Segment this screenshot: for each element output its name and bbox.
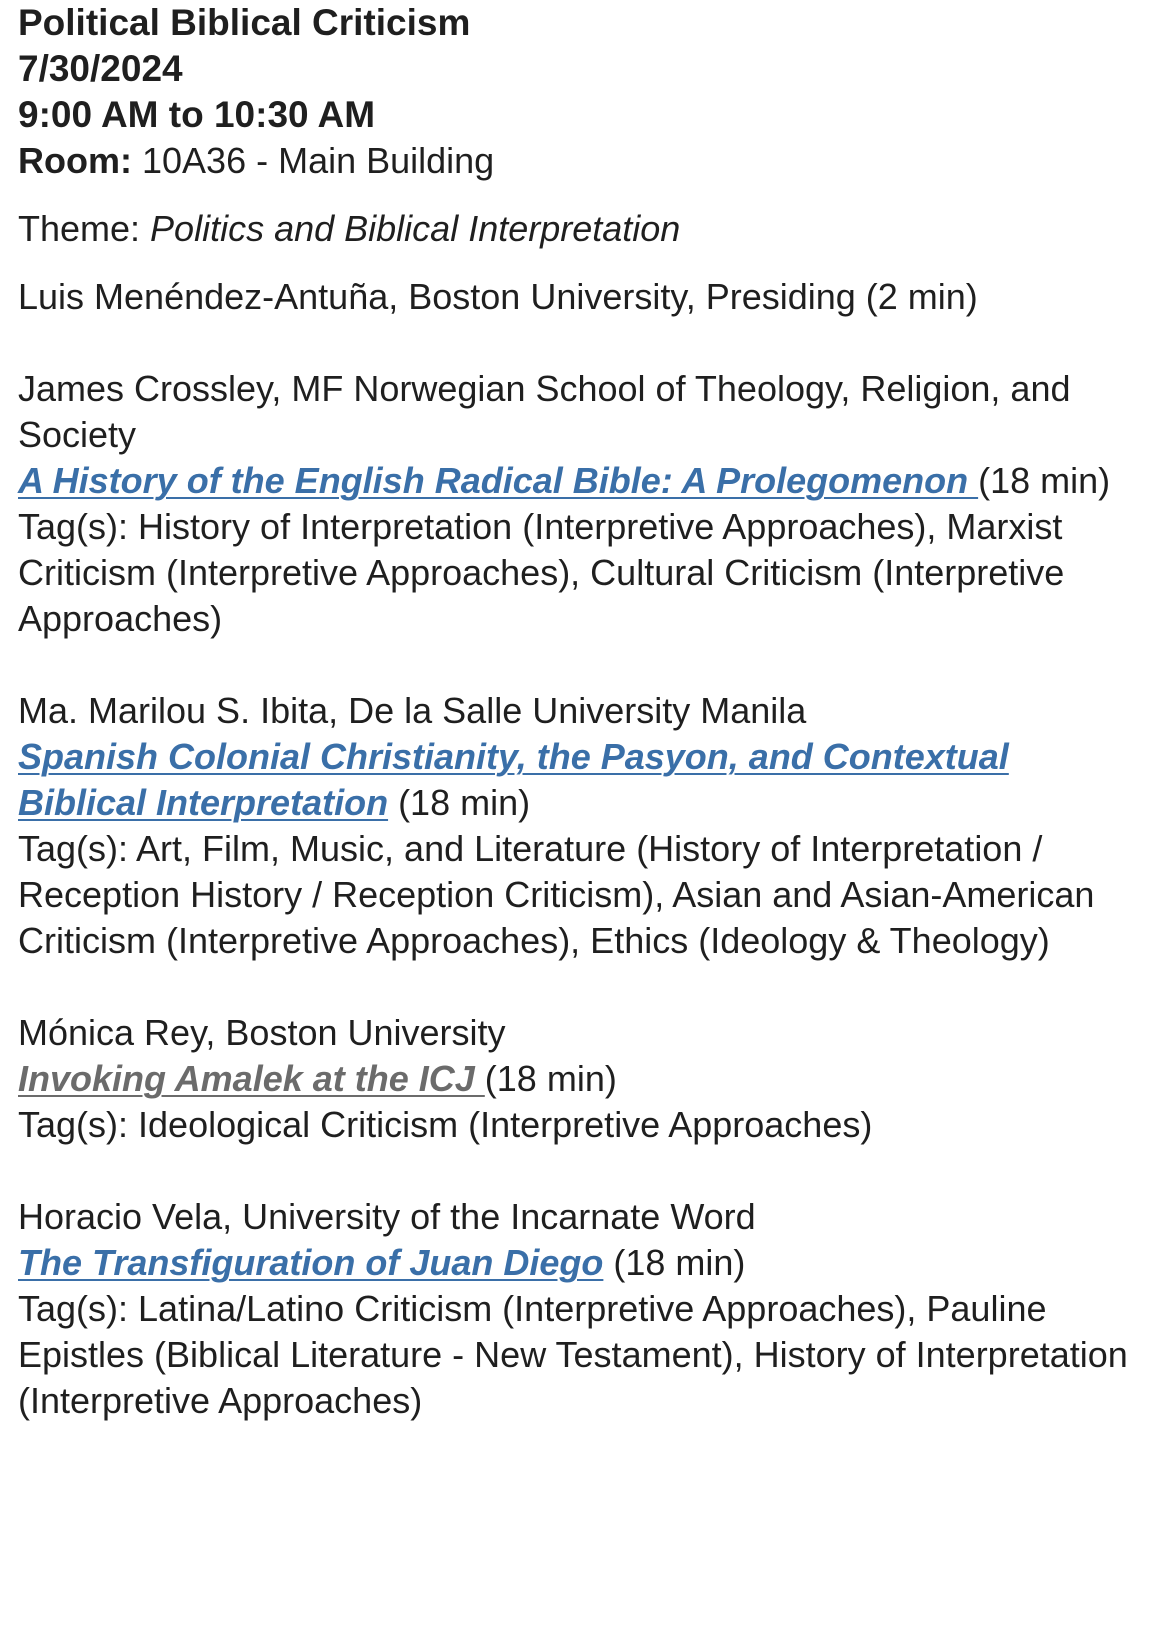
tags-value: Ideological Criticism (Interpretive Approaches): [138, 1104, 873, 1145]
paper-duration: (18 min): [978, 460, 1111, 501]
paper-tags: [18, 1102, 1128, 1148]
tags-value: Latina/Latino Criticism (Interpretive Approaches), Pauline Epistles (Biblical Literature - New Testament), History of Interpretation (Interpretive Approaches): [18, 1288, 1128, 1421]
paper-duration: (18 min): [603, 1242, 746, 1283]
paper-speaker: Ma. Marilou S. Ibita, De la Salle University Manila: [18, 690, 807, 731]
paper-speaker: Mónica Rey, Boston University: [18, 1012, 506, 1053]
theme-value: Politics and Biblical Interpretation: [150, 208, 681, 249]
tags-value: History of Interpretation (Interpretive Approaches), Marxist Criticism (Interpretive Approaches), Cultural Criticism (Interpretive Approaches): [18, 506, 1065, 639]
paper-duration: (18 min): [388, 782, 531, 823]
paper-title-line: [18, 734, 1128, 826]
tags-label: Tag(s):: [18, 828, 137, 869]
tags-label: Tag(s):: [18, 1104, 139, 1145]
tags-label: Tag(s):: [18, 1288, 139, 1329]
session-theme: [18, 206, 1128, 252]
paper-speaker: Horacio Vela, University of the Incarnate Word: [18, 1196, 756, 1237]
tags-label: Tag(s):: [18, 506, 139, 547]
session-date: 7/30/2024: [18, 48, 183, 89]
paper-entry: [18, 688, 1128, 964]
paper-title-link[interactable]: A History of the English Radical Bible: A Prolegomenon: [18, 460, 979, 501]
tags-value: Art, Film, Music, and Literature (History of Interpretation / Reception History / Reception Criticism), Asian and Asian-American Criticism (Interpretive Approaches), Ethics (Ideology & Theology): [18, 828, 1095, 961]
paper-entry: [18, 1010, 1128, 1148]
paper-tags: [18, 1286, 1128, 1424]
paper-speaker: James Crossley, MF Norwegian School of Theology, Religion, and Society: [18, 368, 1071, 455]
room-label: Room:: [18, 140, 132, 181]
paper-duration: (18 min): [484, 1058, 617, 1099]
paper-title-line: [18, 1056, 1128, 1102]
session-title: Political Biblical Criticism: [18, 2, 471, 43]
paper-title-link[interactable]: The Transfiguration of Juan Diego: [18, 1242, 604, 1283]
paper-tags: [18, 826, 1128, 964]
paper-title-line: [18, 458, 1128, 504]
session-header: [18, 0, 1128, 184]
theme-label: Theme:: [18, 208, 151, 249]
session-room: [18, 138, 1128, 184]
paper-entry: [18, 1194, 1128, 1424]
paper-title-line: [18, 1240, 1128, 1286]
paper-entry: [18, 366, 1128, 642]
session-presider: Luis Menéndez-Antuña, Boston University, Presiding (2 min): [18, 276, 978, 317]
session-time: 9:00 AM to 10:30 AM: [18, 94, 376, 135]
room-value: 10A36 - Main Building: [131, 140, 495, 181]
paper-title-link[interactable]: Invoking Amalek at the ICJ: [18, 1058, 485, 1099]
paper-title-link[interactable]: Spanish Colonial Christianity, the Pasyon, and Contextual Biblical Interpretation: [18, 736, 1009, 823]
paper-tags: [18, 504, 1128, 642]
